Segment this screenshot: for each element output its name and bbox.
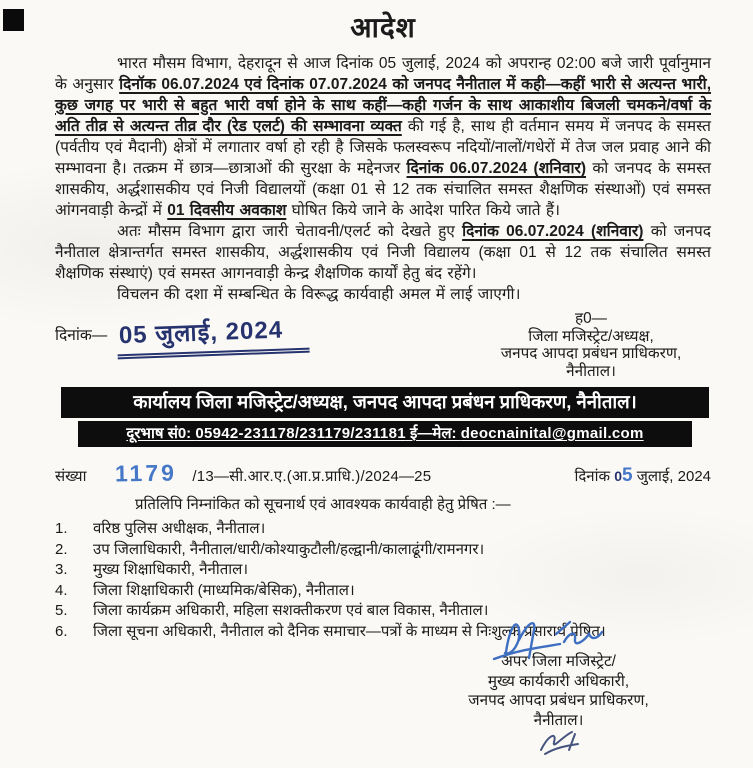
issue-date-line	[55, 307, 309, 356]
signatory-designation-2: मुख्य कार्यकारी अधिकारी,	[487, 672, 630, 690]
ref-date	[574, 465, 711, 487]
distribution-item	[55, 560, 711, 581]
text-run: को जनपद के समस्त शासकीय, अर्द्धशासकीय एवं निजी विद्यालयों (कक्षा 01 से 12 तक संचालित समस्त शैक्षणिक संस्थाओं) एवं समस्त आंगनवाड़ी केन्द्रों में	[55, 160, 711, 219]
office-letterhead	[61, 387, 711, 447]
text-run: घोषित किये जाने के आदेश पारित किये जाते हैं।	[286, 202, 561, 219]
item-text: जिला कार्यक्रम अधिकारी, महिला सशक्तीकरण एवं बाल विकास, नैनीताल।	[93, 602, 489, 619]
text-run-bold-underline: दिनांक 06.07.2024 (शनिवार)	[462, 223, 644, 240]
ref-number-label: संख्या	[55, 468, 87, 485]
reference-number-line	[55, 460, 711, 487]
item-number: 1.	[55, 520, 68, 537]
text-run: भारत मौसम विभाग, देहरादून से आज दिनांक 05 जुलाई, 2024 को अपरान्ह 02:00 बजे जारी पूर्वानुमान के अनुसार	[55, 55, 711, 93]
ref-date-rest: जुलाई, 2024	[632, 468, 711, 485]
handwritten-digit: 5	[622, 465, 633, 486]
signatory-authority: जनपद आपदा प्रबंधन प्राधिकरण,	[500, 345, 682, 362]
item-text: जिला सूचना अधिकारी, नैनीताल को दैनिक समाचार—पत्रों के माध्यम से निःशुल्क प्रसारार्थ प्रेषित।	[93, 622, 606, 640]
phone-label: दूरभाष सं0:	[126, 425, 196, 442]
text-run: की गई है, साथ ही वर्तमान समय में जनपद के समस्त (पर्वतीय एवं मैदानी) क्षेत्रों में लगातार वर्षा हो रही है जिसके फलस्वरूप नदियों/नालों/गधेरों में तेज जल प्रवाह आने की सम्भावना है। तत्क्रम में छात्र—छात्राओं की सुरक्षा के मद्देनजर	[55, 118, 711, 177]
office-contact-bar	[78, 421, 692, 447]
phone-numbers: 05942-231178/231179/231181	[195, 425, 406, 442]
item-text: मुख्य शिक्षाधिकारी, नैनीताल।	[93, 561, 249, 578]
signatory-authority: जनपद आपदा प्रबंधन प्राधिकरण,	[468, 692, 649, 709]
ref-date-label: दिनांक	[574, 468, 611, 485]
text-run-bold-underline: 01 दिवसीय अवकाश	[167, 202, 287, 219]
item-text: जिला शिक्षाधिकारी (माध्यमिक/बेसिक), नैनीताल।	[93, 581, 355, 599]
handwritten-ref-number: 1179	[114, 459, 177, 487]
distribution-item	[55, 601, 711, 622]
signatory-block-bottom	[436, 652, 681, 758]
item-text: उप जिलाधिकारी, नैनीताल/धारी/कोश्याकुटौली/हल्द्वानी/कालाढूंगी/रामनगर।	[93, 540, 485, 558]
signatory-place: नैनीताल।	[533, 711, 584, 729]
document-title: आदेश	[350, 12, 416, 43]
paragraph-closure-order	[55, 221, 711, 284]
date-and-signatory-row	[55, 307, 711, 380]
item-number: 3.	[55, 561, 68, 578]
scan-artifact-mark	[3, 9, 24, 31]
text-run-bold-underline: दिनांक 06.07.2024 (शनिवार)	[406, 160, 587, 177]
paragraph-violation-warning: विचलन की दशा में सम्बन्धित के विरूद्ध कार्यवाही अमल में लाई जाएगी।	[117, 286, 521, 303]
ref-number-suffix: /13—सी.आर.ए.(आ.प्र.प्राधि.)/2024—25	[192, 468, 432, 485]
email-address: deocnainital@gmail.com	[460, 425, 644, 442]
distribution-item	[55, 540, 711, 561]
distribution-item	[55, 622, 711, 643]
distribution-list	[55, 519, 711, 642]
distribution-item	[55, 519, 711, 540]
item-number: 6.	[55, 622, 68, 640]
signatory-designation: अपर जिला मजिस्ट्रेट/	[501, 653, 616, 670]
distribution-item	[55, 581, 711, 602]
text-run-bold-underline: दिनॉक 06.07.2024 एवं दिनांक 07.07.2024 को जनपद नैनीताल में कही—कहीं भारी से अत्यन्त भारी, कुछ जगह पर भारी से बहुत भारी वर्षा होने के साथ कहीं—कही गर्जन के साथ आकाशीय बिजली चमकने/वर्षा के अति तीव्र से अत्यन्त तीव्र दौर (रेड एलर्ट) की सम्भावना व्यक्त	[55, 76, 712, 135]
office-name-bar: कार्यालय जिला मजिस्ट्रेट/अध्यक्ष, जनपद आपदा प्रबंधन प्राधिकरण, नैनीताल।	[61, 387, 709, 418]
handwritten-digit: 0	[614, 468, 622, 484]
signatory-designation: जिला मजिस्ट्रेट/अध्यक्ष,	[528, 327, 654, 345]
item-number: 2.	[55, 540, 68, 558]
signatory-block-top	[471, 307, 711, 380]
text-run: अतः मौसम विभाग द्वारा जारी चेतावनी/एलर्ट को देखते हुए	[117, 223, 463, 240]
copy-forwarding-line: प्रतिलिपि निम्नांकित को सूचनार्थ एवं आवश्यक कार्यवाही हेतु प्रेषित :—	[135, 496, 511, 513]
initials-ink-scribble	[533, 728, 585, 758]
signatory-place: नैनीताल।	[566, 362, 616, 380]
handwritten-date: 05 जुलाई, 2024	[117, 312, 310, 360]
item-number: 5.	[55, 602, 68, 619]
email-label: ई—मेल:	[405, 425, 461, 442]
paragraph-weather-forecast	[55, 53, 711, 221]
item-number: 4.	[55, 581, 68, 599]
signed-abbrev: ह0—	[575, 310, 607, 327]
date-label: दिनांक—	[55, 327, 108, 344]
item-text: वरिष्ठ पुलिस अधीक्षक, नैनीताल।	[93, 520, 266, 537]
text-run: को जनपद नैनीताल क्षेत्रान्तर्गत समस्त शासकीय, अर्द्धशासकीय एवं निजी विद्यालय (कक्षा 01 से 12 तक संचालित समस्त शैक्षणिक संस्थाएं) एवं समस्त आगनवाड़ी केन्द्र शैक्षणिक कार्यों हेतु बंद रहेंगे।	[55, 223, 711, 282]
